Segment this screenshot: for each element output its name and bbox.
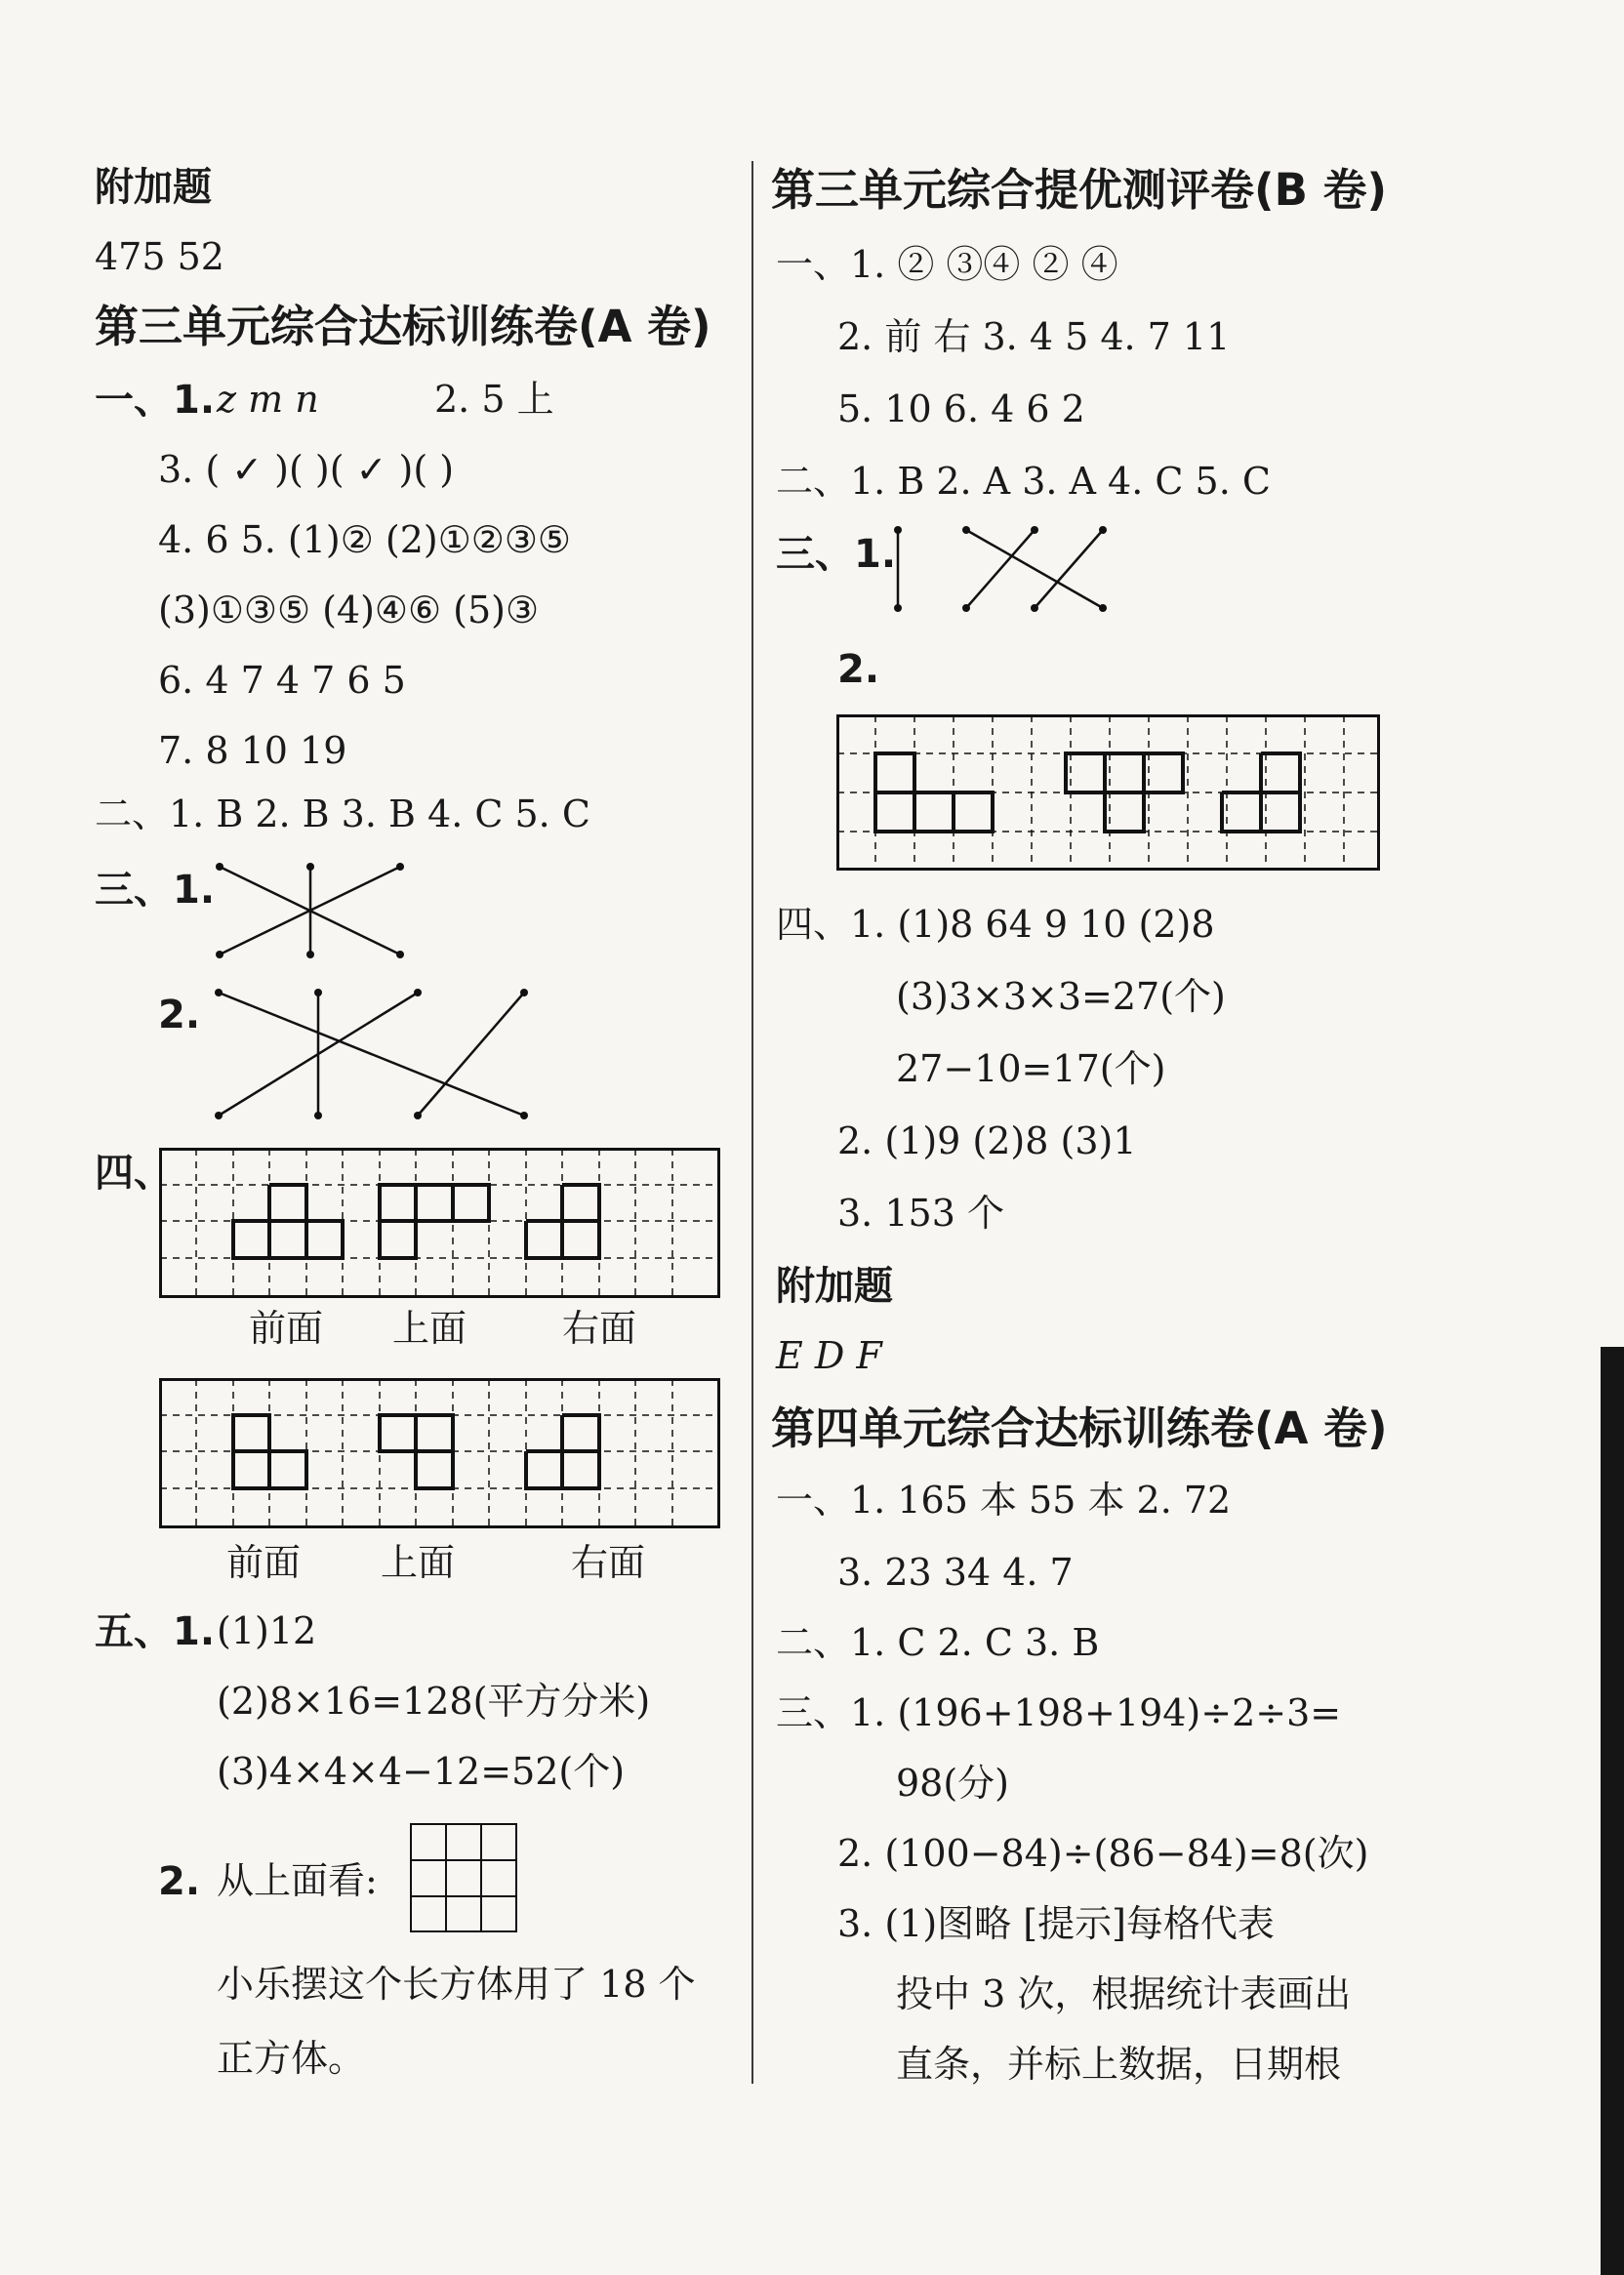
u4-row8: 投中 3 次，根据统计表画出 — [896, 1972, 1352, 2015]
s2-answers: 二、1. B 2. B 3. B 4. C 5. C — [95, 792, 590, 835]
u4-row1: 一、1. 165 本 55 本 2. 72 — [776, 1479, 1232, 1522]
r-s2-answers: 二、1. B 2. A 3. A 4. C 5. C — [776, 460, 1271, 503]
r-s4-row1: 四、1. (1)8 64 9 10 (2)8 — [776, 903, 1215, 946]
bonus-heading-left: 附加题 — [95, 165, 212, 210]
s3-q1-label: 三、1. — [95, 868, 216, 913]
s1-q7: 7. 8 10 19 — [158, 729, 347, 772]
view-label-right-2: 右面 — [571, 1541, 646, 1584]
s1-q4-q5: 4. 6 5. (1)② (2)①②③⑤ — [158, 518, 571, 561]
s1-q5-cont: (3)①③⑤ (4)④⑥ (5)③ — [158, 589, 540, 631]
r-s1-row1: 一、1. ② ③④ ② ④ — [776, 243, 1118, 286]
matching-lines-diagram-1 — [205, 854, 420, 966]
r-s4-row4: 2. (1)9 (2)8 (3)1 — [837, 1119, 1137, 1162]
s1-q1-letters: z m n — [217, 378, 319, 421]
u4-row5: 98(分) — [896, 1762, 1010, 1805]
r-bonus-heading: 附加题 — [776, 1264, 893, 1309]
u4-row4: 三、1. (196+198+194)÷2÷3= — [776, 1691, 1342, 1734]
s1-q2: 2. 5 上 — [434, 378, 554, 421]
s5-a1: (1)12 — [217, 1609, 317, 1652]
view-label-right-1: 右面 — [562, 1307, 637, 1350]
s3-q2-label: 2. — [158, 993, 201, 1037]
r-bonus-answer: E D F — [776, 1334, 882, 1377]
scan-edge-shadow — [1601, 1347, 1624, 2275]
r-s4-row5: 3. 153 个 — [837, 1192, 1004, 1235]
r-matching-lines-diagram — [883, 522, 1117, 620]
view-label-front-2: 前面 — [226, 1541, 302, 1584]
r-s3-q2-label: 2. — [837, 647, 880, 692]
s5-q2-text: 从上面看: — [217, 1859, 378, 1902]
views-grid-1 — [159, 1148, 721, 1300]
matching-lines-diagram-2 — [205, 981, 537, 1132]
s5-a2: (2)8×16=128(平方分米) — [217, 1680, 651, 1723]
r-views-grid — [836, 714, 1381, 873]
bonus-answer-left: 475 52 — [95, 235, 224, 278]
unit4-a-title: 第四单元综合达标训练卷(A 卷) — [771, 1402, 1388, 1454]
s1-label: 一、1. — [95, 378, 216, 423]
view-label-top-2: 上面 — [381, 1541, 456, 1584]
s4-label: 四、 — [95, 1151, 173, 1196]
r-s1-row2: 2. 前 右 3. 4 5 4. 7 11 — [837, 315, 1231, 358]
unit3-a-title: 第三单元综合达标训练卷(A 卷) — [95, 301, 711, 352]
r-s3-q1-label: 三、1. — [776, 532, 897, 577]
s5-conclusion-line2: 正方体。 — [217, 2037, 366, 2080]
r-s4-row3: 27−10=17(个) — [896, 1047, 1166, 1090]
s1-q6: 6. 4 7 4 7 6 5 — [158, 659, 406, 702]
views-grid-2 — [159, 1378, 721, 1530]
s1-q3: 3. ( ✓ )( )( ✓ )( ) — [158, 448, 455, 491]
r-s1-row3: 5. 10 6. 4 6 2 — [837, 387, 1085, 430]
s5-conclusion-line1: 小乐摆这个长方体用了 18 个 — [217, 1963, 696, 2006]
s5-label: 五、1. — [95, 1609, 216, 1654]
column-divider — [751, 161, 753, 2084]
u4-row9: 直条，并标上数据，日期根 — [896, 2043, 1342, 2086]
s5-q2-label: 2. — [158, 1859, 201, 1904]
unit3-b-title: 第三单元综合提优测评卷(B 卷) — [771, 164, 1388, 216]
u4-row7: 3. (1)图略 [提示]每格代表 — [837, 1902, 1275, 1945]
u4-row6: 2. (100−84)÷(86−84)=8(次) — [837, 1832, 1369, 1875]
r-s4-row2: (3)3×3×3=27(个) — [896, 975, 1226, 1018]
top-view-grid — [410, 1823, 519, 1934]
view-label-front-1: 前面 — [249, 1307, 324, 1350]
u4-row3: 二、1. C 2. C 3. B — [776, 1621, 1100, 1664]
view-label-top-1: 上面 — [392, 1307, 467, 1350]
s5-a3: (3)4×4×4−12=52(个) — [217, 1750, 626, 1793]
u4-row2: 3. 23 34 4. 7 — [837, 1551, 1074, 1594]
